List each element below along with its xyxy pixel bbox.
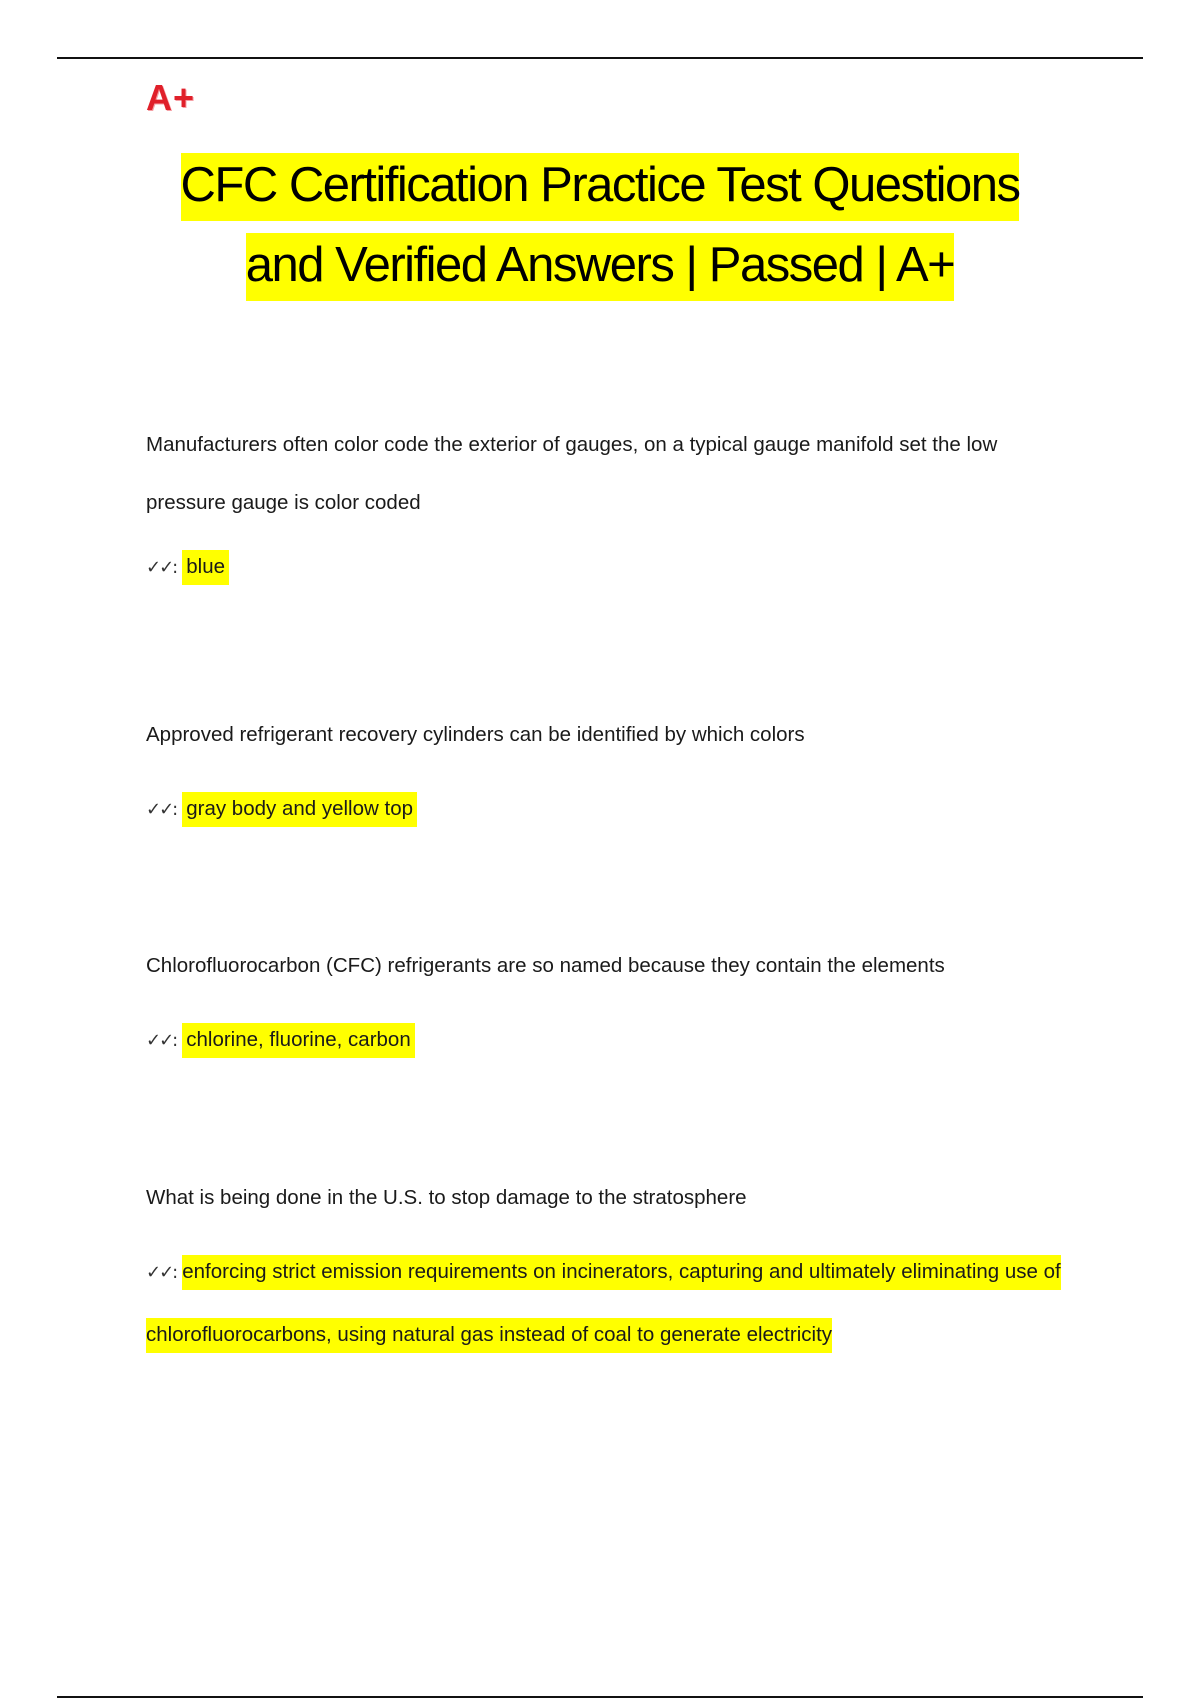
answer-line bbox=[146, 1009, 1066, 1072]
question-text: Approved refrigerant recovery cylinders can be identified by which colors bbox=[146, 723, 805, 746]
answer-text: enforcing strict emission requirements on incinerators, capturing and ultimately eliminating use of chlorofluorocarbons, using natural gas instead of coal to generate electricity bbox=[146, 1255, 1061, 1353]
answer-line bbox=[146, 536, 1066, 599]
title-line-1: CFC Certification Practice Test Questions bbox=[181, 153, 1020, 221]
title-line-2: and Verified Answers | Passed | A+ bbox=[246, 233, 955, 301]
double-check-icon: ✓✓: bbox=[146, 799, 177, 820]
question-text: Manufacturers often color code the exterior of gauges, on a typical gauge manifold set the low pressure gauge is color coded bbox=[146, 433, 998, 514]
answer-line bbox=[146, 1241, 1066, 1366]
top-rule bbox=[57, 57, 1143, 59]
double-check-icon: ✓✓: bbox=[146, 557, 177, 578]
bottom-rule bbox=[57, 1696, 1143, 1698]
double-check-icon: ✓✓: bbox=[146, 1030, 177, 1051]
answer-line bbox=[146, 778, 1066, 841]
grade-logo: A+ bbox=[146, 77, 196, 118]
qa-item-1 bbox=[146, 416, 1066, 599]
double-check-icon: ✓✓: bbox=[146, 1262, 177, 1283]
answer-text: blue bbox=[182, 550, 229, 585]
answer-text: gray body and yellow top bbox=[182, 792, 417, 827]
qa-item-3 bbox=[146, 937, 1066, 1072]
answer-text: chlorine, fluorine, carbon bbox=[182, 1023, 415, 1058]
qa-item-2 bbox=[146, 706, 1066, 841]
question-text: What is being done in the U.S. to stop damage to the stratosphere bbox=[146, 1186, 747, 1209]
page-title bbox=[120, 145, 1080, 305]
question-text: Chlorofluorocarbon (CFC) refrigerants are so named because they contain the elements bbox=[146, 954, 945, 977]
qa-item-4 bbox=[146, 1169, 1066, 1366]
